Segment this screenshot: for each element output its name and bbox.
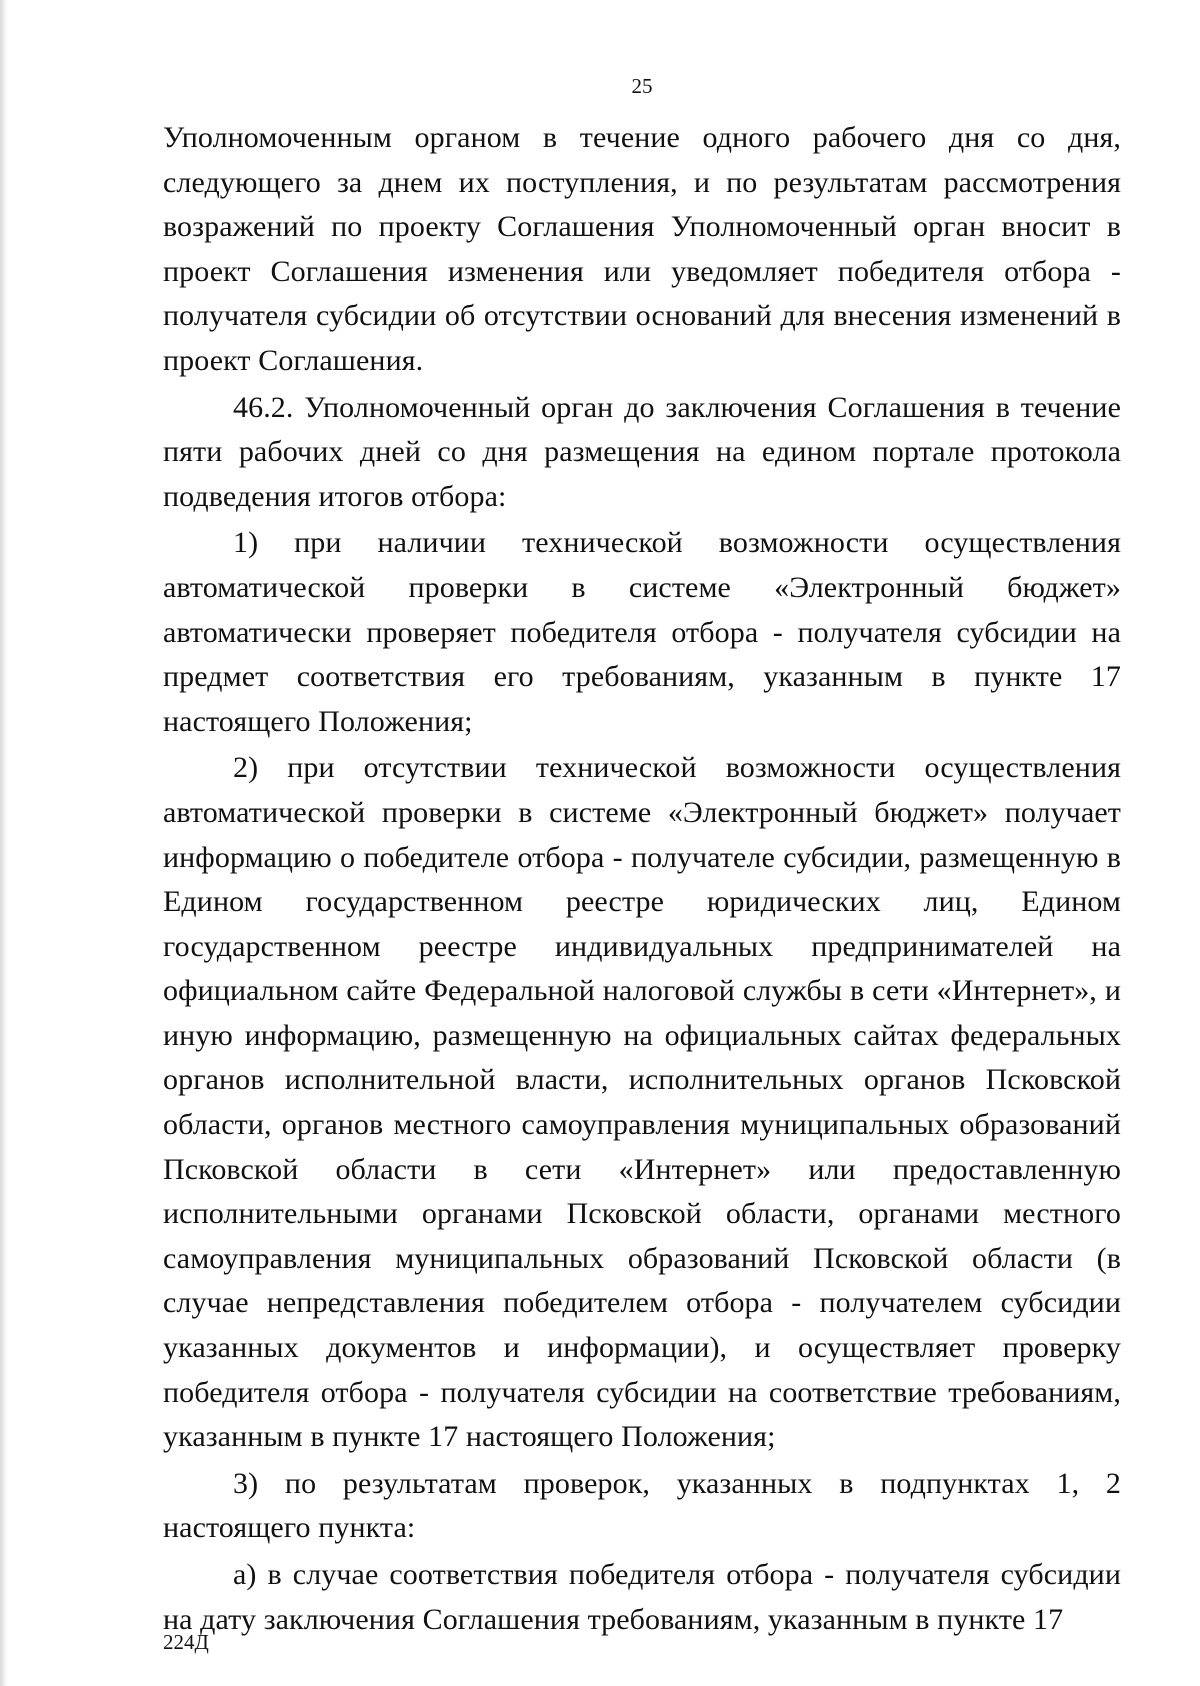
subpoint-1: 1) при наличии технической возможности осуществления автоматической проверки в системе «Электронный бюджет» автоматически проверяет победителя отбора - получателя субсидии на предмет соответствия его требованиям, указанным в пункте 17 настоящего Положения; xyxy=(163,526,1121,738)
paragraph-46-2: 46.2. Уполномоченный орган до заключения Соглашения в течение пяти рабочих дней со дня размещения на едином портале протокола подведения итогов отбора: xyxy=(163,390,1121,513)
scan-edge xyxy=(0,0,8,1686)
subpoint-a: а) в случае соответствия победителя отбора - получателя субсидии на дату заключения Соглашения требованиям, указанным в пункте 17 xyxy=(163,1558,1121,1636)
page-number: 25 xyxy=(631,74,653,98)
footer-code: 224Д xyxy=(163,1630,209,1654)
subpoint-3: 3) по результатам проверок, указанных в подпунктах 1, 2 настоящего пункта: xyxy=(163,1466,1121,1545)
subpoint-2: 2) при отсутствии технической возможности осуществления автоматической проверки в системе «Электронный бюджет» получает информацию о победителе отбора - получателе субсидии, размещенную в Едином государственном реестре юридических лиц, Едином государственном реестре индивидуальных предпринимателей на официальном сайте Федеральной налоговой службы в сети «Интернет», и иную информацию, размещенную на официальных сайтах федеральных органов исполнительной власти, исполнительных органов Псковской области, органов местного самоуправления муниципальных образований Псковской области в сети «Интернет» или предоставленную исполнительными органами Псковской области, органами местного самоуправления муниципальных образований Псковской области (в случае непредставления победителем отбора - получателем субсидии указанных документов и информации), и осуществляет проверку победителя отбора - получателя субсидии на соответствие требованиям, указанным в пункте 17 настоящего Положения; xyxy=(163,751,1121,1454)
document-body xyxy=(163,116,1121,1644)
paragraph-continuation: Уполномоченным органом в течение одного рабочего дня со дня, следующего за днем их поступления, и по результатам рассмотрения возражений по проекту Соглашения Уполномоченный орган вносит в проект Соглашения изменения или уведомляет победителя отбора - получателя субсидии об отсутствии оснований для внесения изменений в проект Соглашения. xyxy=(163,121,1121,377)
